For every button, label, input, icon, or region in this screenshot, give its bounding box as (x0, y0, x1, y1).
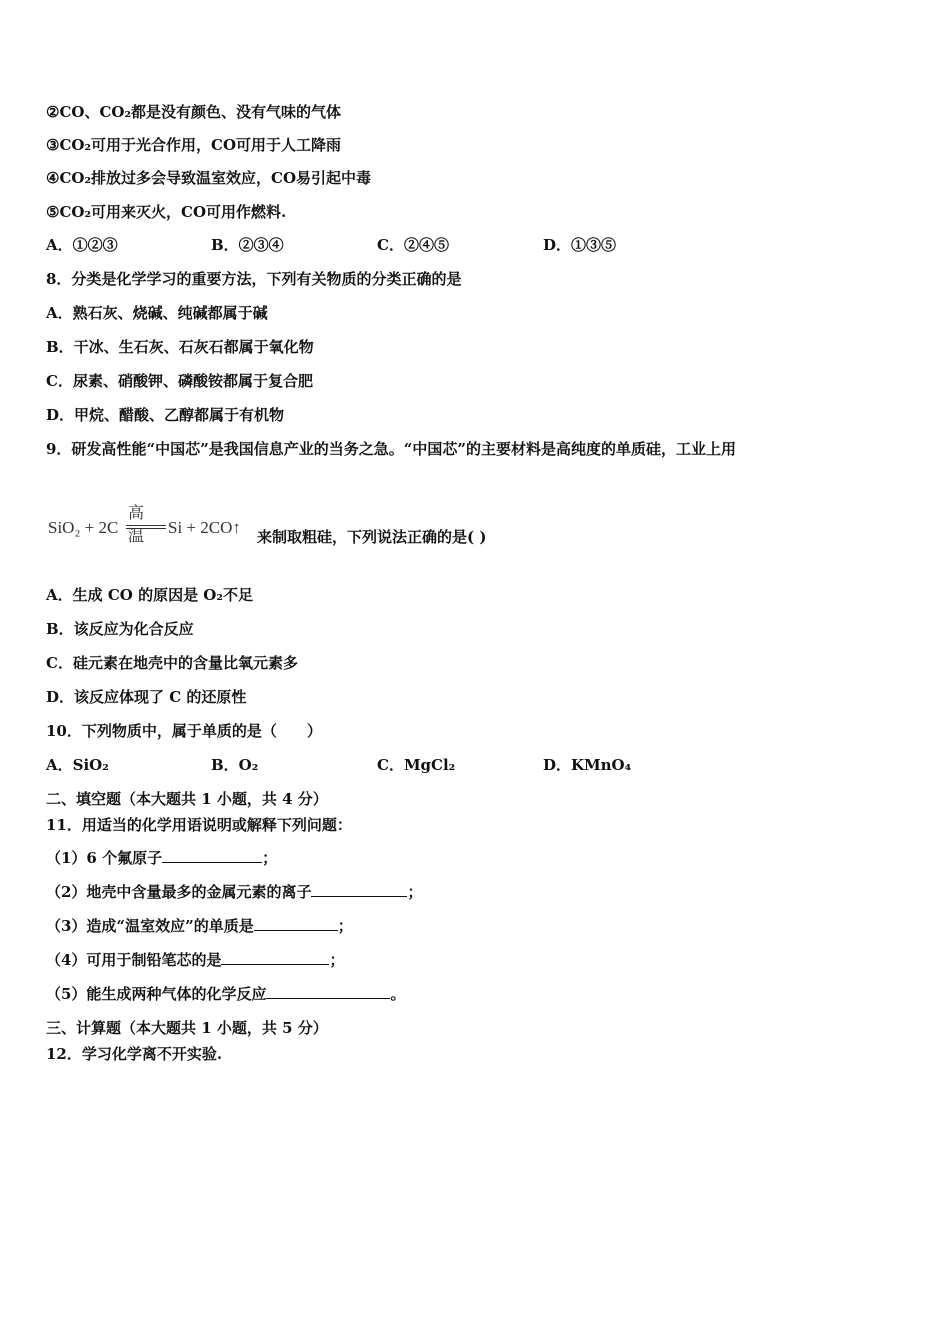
q8-option-b: B．干冰、生石灰、石灰石都属于氧化物 (46, 338, 314, 356)
q11-part-3-text: （3）造成“温室效应”的单质是 (46, 917, 254, 935)
equation-left: SiO₂ + 2C (48, 518, 119, 537)
answer-blank[interactable] (311, 882, 407, 897)
q8-option-c: C．尿素、硝酸钾、磷酸铵都属于复合肥 (46, 372, 313, 390)
answer-blank[interactable] (162, 848, 262, 863)
q7-statement-5: ⑤CO₂可用来灭火，CO可用作燃料. (46, 203, 287, 221)
equation-equals-line (126, 528, 166, 529)
q11-part-2-text: （2）地壳中含量最多的金属元素的离子 (46, 883, 312, 901)
q11-stem: 11．用适当的化学用语说明或解释下列问题： (46, 816, 352, 834)
section-3-heading: 三、计算题（本大题共 1 小题，共 5 分） (46, 1019, 328, 1037)
q7-option-c: C．②④⑤ (377, 236, 449, 254)
q10-option-c: C．MgCl₂ (377, 756, 456, 774)
q11-part-5 (46, 984, 405, 1004)
q10-option-a: A．SiO₂ (46, 756, 109, 774)
q7-option-a: A．①②③ (46, 236, 118, 254)
equation-right: Si + 2CO↑ (168, 518, 241, 537)
q11-part-5-end: 。 (390, 985, 406, 1003)
equation-equals-line (126, 525, 166, 526)
q11-part-1-text: （1）6 个氟原子 (46, 849, 163, 867)
q11-part-2 (46, 882, 422, 902)
answer-blank[interactable] (254, 916, 338, 931)
q11-part-3 (46, 916, 353, 936)
q7-statement-2: ②CO、CO₂都是没有颜色、没有气味的气体 (46, 103, 342, 121)
q10-stem: 10．下列物质中，属于单质的是（ ） (46, 722, 322, 740)
q9-option-d: D．该反应体现了 C 的还原性 (46, 688, 247, 706)
q7-option-d: D．①③⑤ (543, 236, 617, 254)
equation-condition: 高温 (128, 505, 145, 545)
q11-part-4 (46, 950, 344, 970)
q7-statement-3: ③CO₂可用于光合作用，CO可用于人工降雨 (46, 136, 342, 154)
q8-option-d: D．甲烷、醋酸、乙醇都属于有机物 (46, 406, 285, 424)
q11-part-4-end: ； (329, 951, 345, 969)
q9-stem: 9．研发高性能“中国芯”是我国信息产业的当务之急。“中国芯”的主要材料是高纯度的单质硅，工业上用 (46, 440, 736, 458)
q11-part-3-end: ； (337, 917, 353, 935)
q7-option-b: B．②③④ (211, 236, 284, 254)
section-2-heading: 二、填空题（本大题共 1 小题，共 4 分） (46, 790, 328, 808)
q7-statement-4: ④CO₂排放过多会导致温室效应，CO易引起中毒 (46, 169, 372, 187)
q8-option-a: A．熟石灰、烧碱、纯碱都属于碱 (46, 304, 268, 322)
q11-part-1-end: ； (262, 849, 278, 867)
q10-option-d: D．KMnO₄ (543, 756, 632, 774)
answer-blank[interactable] (221, 950, 329, 965)
q9-equation-tail: 来制取粗硅，下列说法正确的是( ) (257, 528, 487, 546)
answer-blank[interactable] (266, 984, 390, 999)
q9-option-c: C．硅元素在地壳中的含量比氧元素多 (46, 654, 298, 672)
q9-option-a: A．生成 CO 的原因是 O₂不足 (46, 586, 253, 604)
q9-option-b: B．该反应为化合反应 (46, 620, 194, 638)
q11-part-1 (46, 848, 277, 868)
q11-part-4-text: （4）可用于制铅笔芯的是 (46, 951, 222, 969)
q11-part-2-end: ； (407, 883, 423, 901)
q11-part-5-text: （5）能生成两种气体的化学反应 (46, 985, 267, 1003)
q10-option-b: B．O₂ (211, 756, 259, 774)
q8-stem: 8．分类是化学学习的重要方法，下列有关物质的分类正确的是 (46, 270, 462, 288)
q12-stem: 12．学习化学离不开实验. (46, 1045, 223, 1063)
